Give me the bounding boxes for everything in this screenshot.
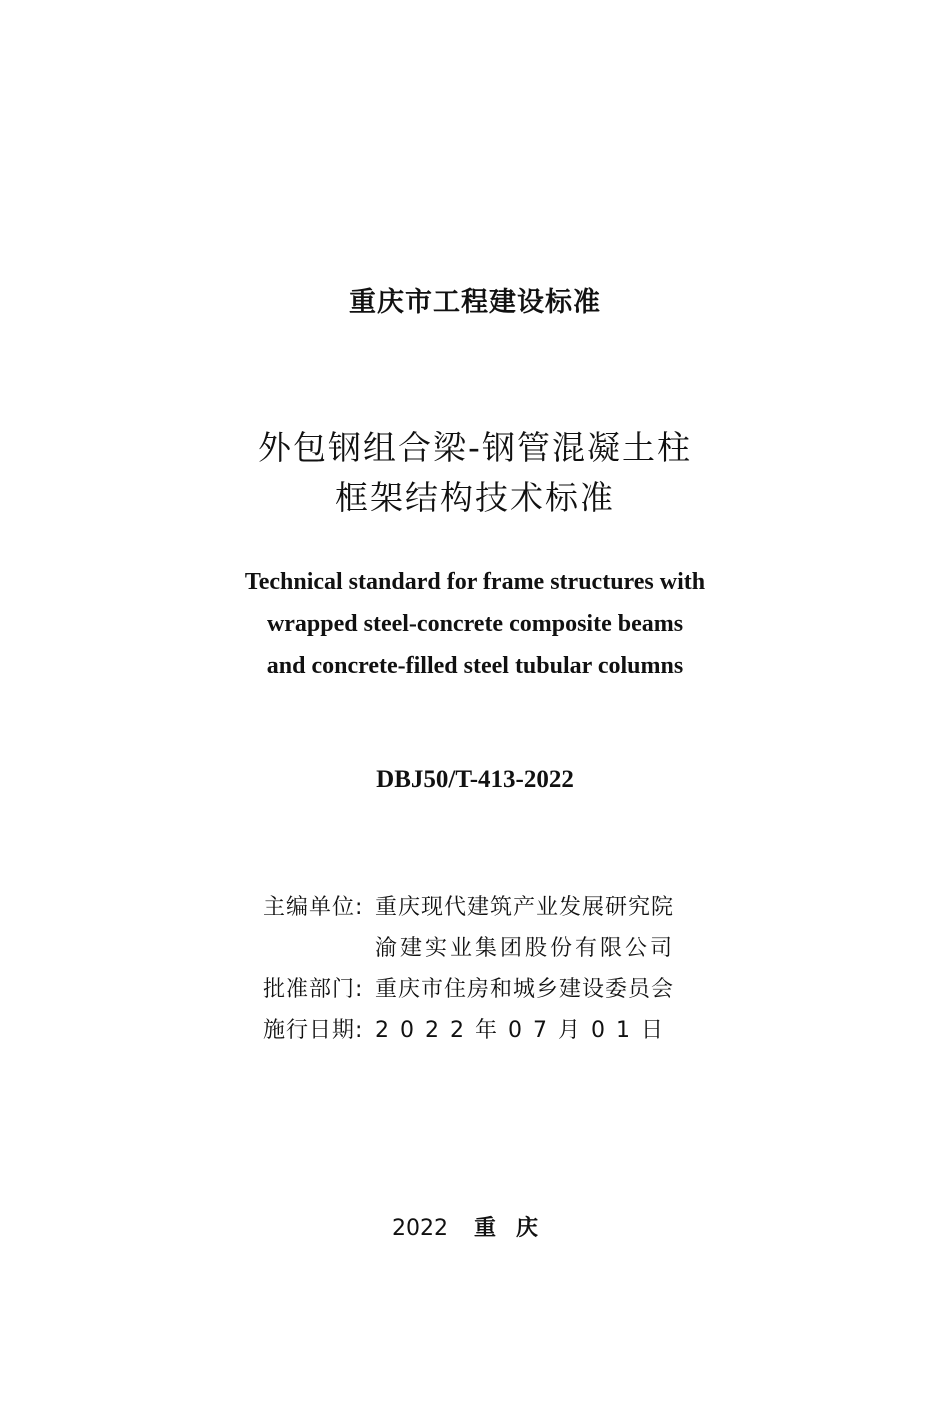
editor-value-1: 重庆现代建筑产业发展研究院 (375, 895, 675, 920)
english-title-line-2: wrapped steel-concrete composite beams (266, 611, 684, 637)
approver-label: 批准部门: (263, 977, 364, 1002)
approver-row (263, 973, 675, 1014)
editor-label: 主编单位: (263, 895, 364, 920)
publication-info (263, 891, 675, 1055)
footer-year: 2022 (391, 1216, 448, 1241)
chinese-title (0, 423, 950, 523)
english-title-line-1: Technical standard for frame structures with (244, 569, 706, 595)
date-row (263, 1014, 675, 1055)
chinese-title-line-1: 外包钢组合梁-钢管混凝土柱 (258, 428, 692, 467)
chinese-title-line-2: 框架结构技术标准 (335, 478, 615, 517)
editor-row-continued (263, 932, 675, 973)
footer-city: 重庆 (473, 1216, 558, 1241)
english-title (0, 561, 950, 687)
english-title-line-3: and concrete-filled steel tubular columns (266, 653, 684, 679)
date-label: 施行日期: (263, 1018, 364, 1043)
approver-value: 重庆市住房和城乡建设委员会 (375, 977, 675, 1002)
date-value: 2022年07月01日 (375, 1018, 674, 1043)
editor-value-2: 渝建实业集团股份有限公司 (375, 936, 676, 961)
footer (0, 1211, 950, 1242)
standard-code: DBJ50/T-413-2022 (376, 766, 574, 793)
series-label: 重庆市工程建设标准 (349, 287, 601, 318)
editor-row (263, 891, 675, 932)
